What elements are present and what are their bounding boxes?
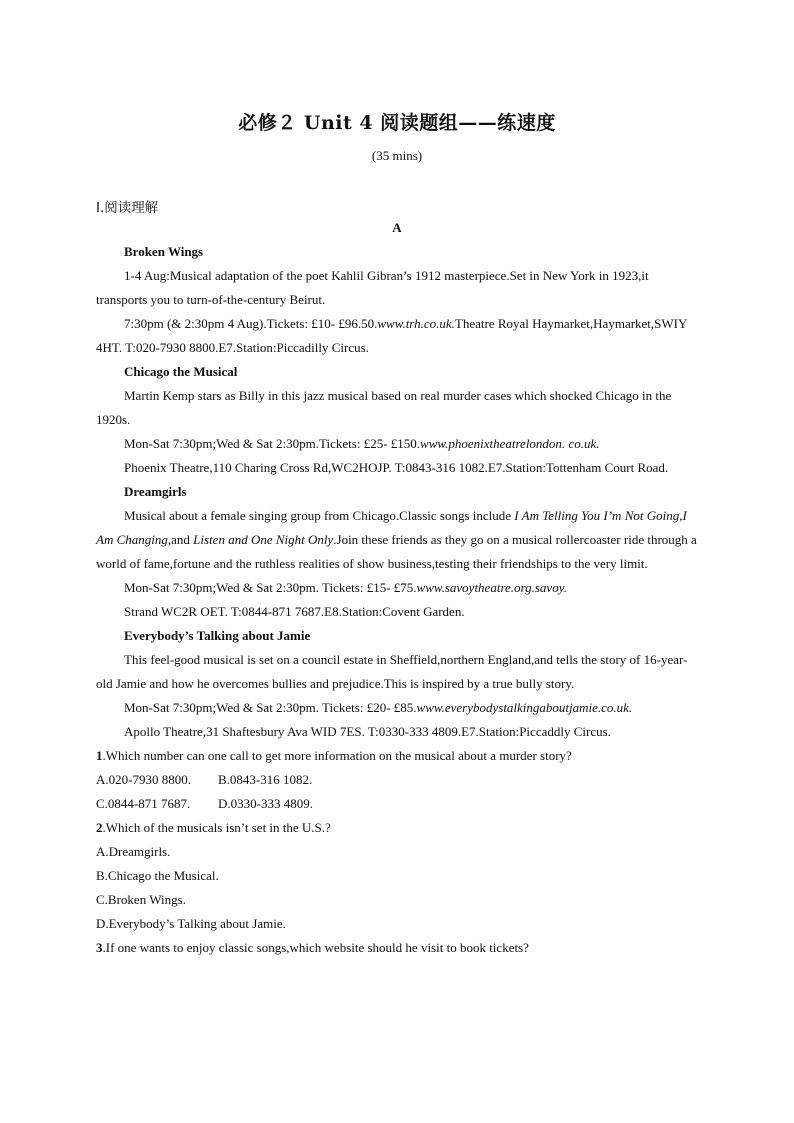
question-text: .Which of the musicals isn’t set in the U.S.?: [102, 820, 331, 835]
musical-venue: Strand WC2R OET. T:0844-871 7687.E8.Station:Covent Garden.: [124, 604, 465, 619]
showtime-text: 7:30pm (& 2:30pm 4 Aug).Tickets: £10- £96.50.: [124, 316, 378, 331]
question-text: .Which number can one call to get more information on the musical about a murder story?: [102, 748, 572, 763]
showtime-text: Mon-Sat 7:30pm;Wed & Sat 2:30pm.Tickets: £25- £150.: [124, 436, 421, 451]
song-title: I Am Changing: [96, 508, 687, 547]
question-number: 2: [96, 820, 103, 835]
option-d[interactable]: D.Everybody’s Talking about Jamie.: [96, 916, 286, 931]
question-number: 1: [96, 748, 103, 763]
option-a[interactable]: A.020-7930 8800.: [96, 772, 191, 787]
showtime-text: Mon-Sat 7:30pm;Wed & Sat 2:30pm. Tickets: £20- £85.: [124, 700, 417, 715]
musical-description: 1-4 Aug:Musical adaptation of the poet Kahlil Gibran’s 1912 masterpiece.Set in New York in 1923,it transports you to turn-of-the-century Beirut.: [96, 268, 649, 307]
musical-venue: Phoenix Theatre,110 Charing Cross Rd,WC2HOJP. T:0843-316 1082.E7.Station:Tottenham Court Road.: [124, 460, 669, 475]
question-3: [96, 936, 700, 960]
musical-title: Dreamgirls: [124, 484, 187, 499]
website-text: www.savoytheatre.org.savoy.: [416, 580, 567, 595]
musical-showtime: [96, 696, 700, 720]
option-a[interactable]: A.Dreamgirls.: [96, 844, 171, 859]
musical-description: Martin Kemp stars as Billy in this jazz musical based on real murder cases which shocked Chicago in the 1920s.: [96, 388, 672, 427]
section-title: Ⅰ.阅读理解: [96, 200, 159, 216]
desc-text: ,and: [167, 532, 194, 547]
musical-showtime: [96, 576, 700, 600]
musical-showtime: [96, 432, 700, 456]
page-title: 必修２ Unit 4 阅读题组——练速度: [238, 112, 556, 134]
option-c[interactable]: C.0844-871 7687.: [96, 796, 191, 811]
desc-text: Musical about a female singing group from Chicago.Classic songs include: [124, 508, 515, 523]
question-2: [96, 816, 700, 840]
option-row: [96, 768, 700, 792]
musical-venue: Apollo Theatre,31 Shaftesbury Ava WID 7ES. T:0330-333 4809.E7.Station:Piccaddly Circus.: [124, 724, 611, 739]
venue-text: Theatre Royal Haymarket,Haymarket,SWIY 4HT. T:020-7930 8800.E7.Station:Piccadilly Circus.: [96, 316, 687, 355]
website-text: www.phoenixtheatrelondon. co.uk.: [420, 436, 600, 451]
desc-text: .Join these friends as they go on a musical rollercoaster ride through a world of fame,fortune and the ruthless realities of show business,testing their friendships to the very limit.: [96, 532, 697, 571]
musical-title: Everybody’s Talking about Jamie: [124, 628, 311, 643]
musical-description: This feel-good musical is set on a council estate in Sheffield,northern England,and tells the story of 16-year-old Jamie and how he overcomes bullies and prejudice.This is inspired by a true bully story.: [96, 652, 688, 691]
musical-title: Chicago the Musical: [124, 364, 238, 379]
option-d[interactable]: D.0330-333 4809.: [218, 796, 313, 811]
song-title: Listen and One Night Only: [193, 532, 334, 547]
song-title: I Am Telling You I’m Not Going: [514, 508, 680, 523]
musical-details: [96, 312, 700, 360]
desc-text: ,: [679, 508, 683, 523]
passage-body: [96, 240, 700, 960]
option-b[interactable]: B.0843-316 1082.: [218, 772, 313, 787]
duration-label: (35 mins): [371, 148, 423, 163]
option-row: [96, 792, 700, 816]
question-1: [96, 744, 700, 768]
option-b[interactable]: B.Chicago the Musical.: [96, 868, 219, 883]
musical-description: [96, 504, 700, 576]
option-c[interactable]: C.Broken Wings.: [96, 892, 186, 907]
website-text: www.everybodystalkingaboutjamie.co.uk.: [416, 700, 633, 715]
passage-label: A: [392, 220, 402, 235]
question-number: 3: [96, 940, 103, 955]
showtime-text: Mon-Sat 7:30pm;Wed & Sat 2:30pm. Tickets: £15- £75.: [124, 580, 417, 595]
website-text: www.trh.co.uk.: [377, 316, 455, 331]
musical-title: Broken Wings: [124, 244, 204, 259]
question-text: .If one wants to enjoy classic songs,which website should he visit to book tickets?: [102, 940, 529, 955]
